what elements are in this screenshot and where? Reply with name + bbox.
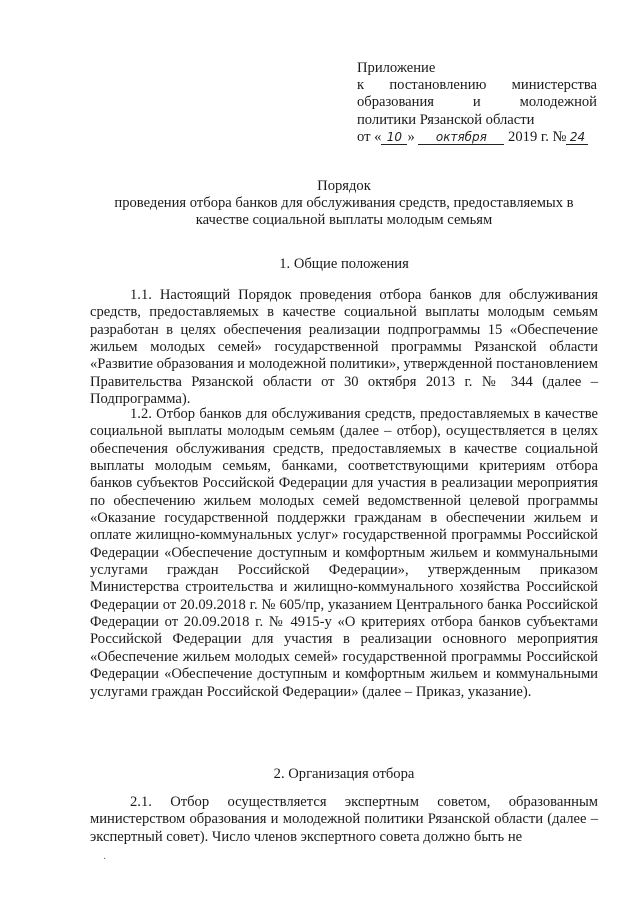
scan-speck: · <box>103 854 107 865</box>
date-year: 2019 г. № <box>508 128 567 145</box>
paragraph-1-1: 1.1. Настоящий Порядок проведения отбора банков для обслуживания средств, предоставляемых в качестве социальной выплаты молодым семьям разработан в целях обеспечения реализации подпрограммы 15 «Обеспечение жильем молодых семей» государственной программы Рязанской области «Развитие образования и молодежной политики», утвержденной постановлением Правительства Рязанской области от 30 октября 2013 г. № 344 (далее – Подпрограмма). <box>90 287 598 408</box>
date-prefix: от « <box>357 128 382 145</box>
section-1-heading: 1. Общие положения <box>279 256 409 272</box>
title-line-3: качестве социальной выплаты молодым семьям <box>195 212 493 229</box>
appendix-date-line <box>357 129 597 146</box>
date-day-handwritten: 10 <box>381 131 407 145</box>
appendix-line-decree: к постановлению министерства <box>357 77 597 94</box>
paragraph-2-1: 2.1. Отбор осуществляется экспертным советом, образованным министерством образования и молодежной политики Рязанской области (далее – экспертный совет). Число членов экспертного совета должно быть не <box>90 794 598 845</box>
appendix-block <box>357 60 597 146</box>
appendix-title: Приложение <box>357 60 436 76</box>
appendix-line-region: политики Рязанской области <box>357 111 535 128</box>
date-mid: » <box>407 128 415 145</box>
title-line-2: проведения отбора банков для обслуживания средств, предоставляемых в <box>114 195 574 212</box>
section-2-heading: 2. Организация отбора <box>273 766 415 782</box>
date-month-handwritten: октября <box>418 131 504 145</box>
paragraph-1-2: 1.2. Отбор банков для обслуживания средств, предоставляемых в качестве социальной выплаты молодым семьям (далее – отбор), осуществляется в целях обеспечения обслуживания средств, предоставляемых в качестве социальной выплаты молодым семьям, банками, соответствующими критериям отбора банков субъектов Российской Федерации для участия в реализации мероприятия по обеспечению жильем молодых семей ведомственной целевой программы «Оказание государственной поддержки гражданам в обеспечении жильем и оплате жилищно-коммунальных услуг» государственной программы Российской Федерации «Обеспечение доступным и комфортным жильем и коммунальными услугами граждан Российской Федерации», утвержденным приказом Министерства строительства и жилищно-коммунального хозяйства Российской Федерации от 20.09.2018 г. № 605/пр, указанием Центрального банка Российской Федерации от 20.09.2018 г. № 4915-у «О критериях отбора банков субъектами Российской Федерации для участия в реализации основного мероприятия «Обеспечение жильем молодых семей» государственной программы Российской Федерации «Обеспечение доступным и комфортным жильем и коммунальными услугами граждан Российской Федерации» (далее – Приказ, указание). <box>90 406 598 700</box>
title-line-1: Порядок <box>317 178 371 194</box>
decree-number-handwritten: 24 <box>566 131 588 145</box>
appendix-line-ministry: образования и молодежной <box>357 94 597 111</box>
document-title <box>94 178 594 230</box>
